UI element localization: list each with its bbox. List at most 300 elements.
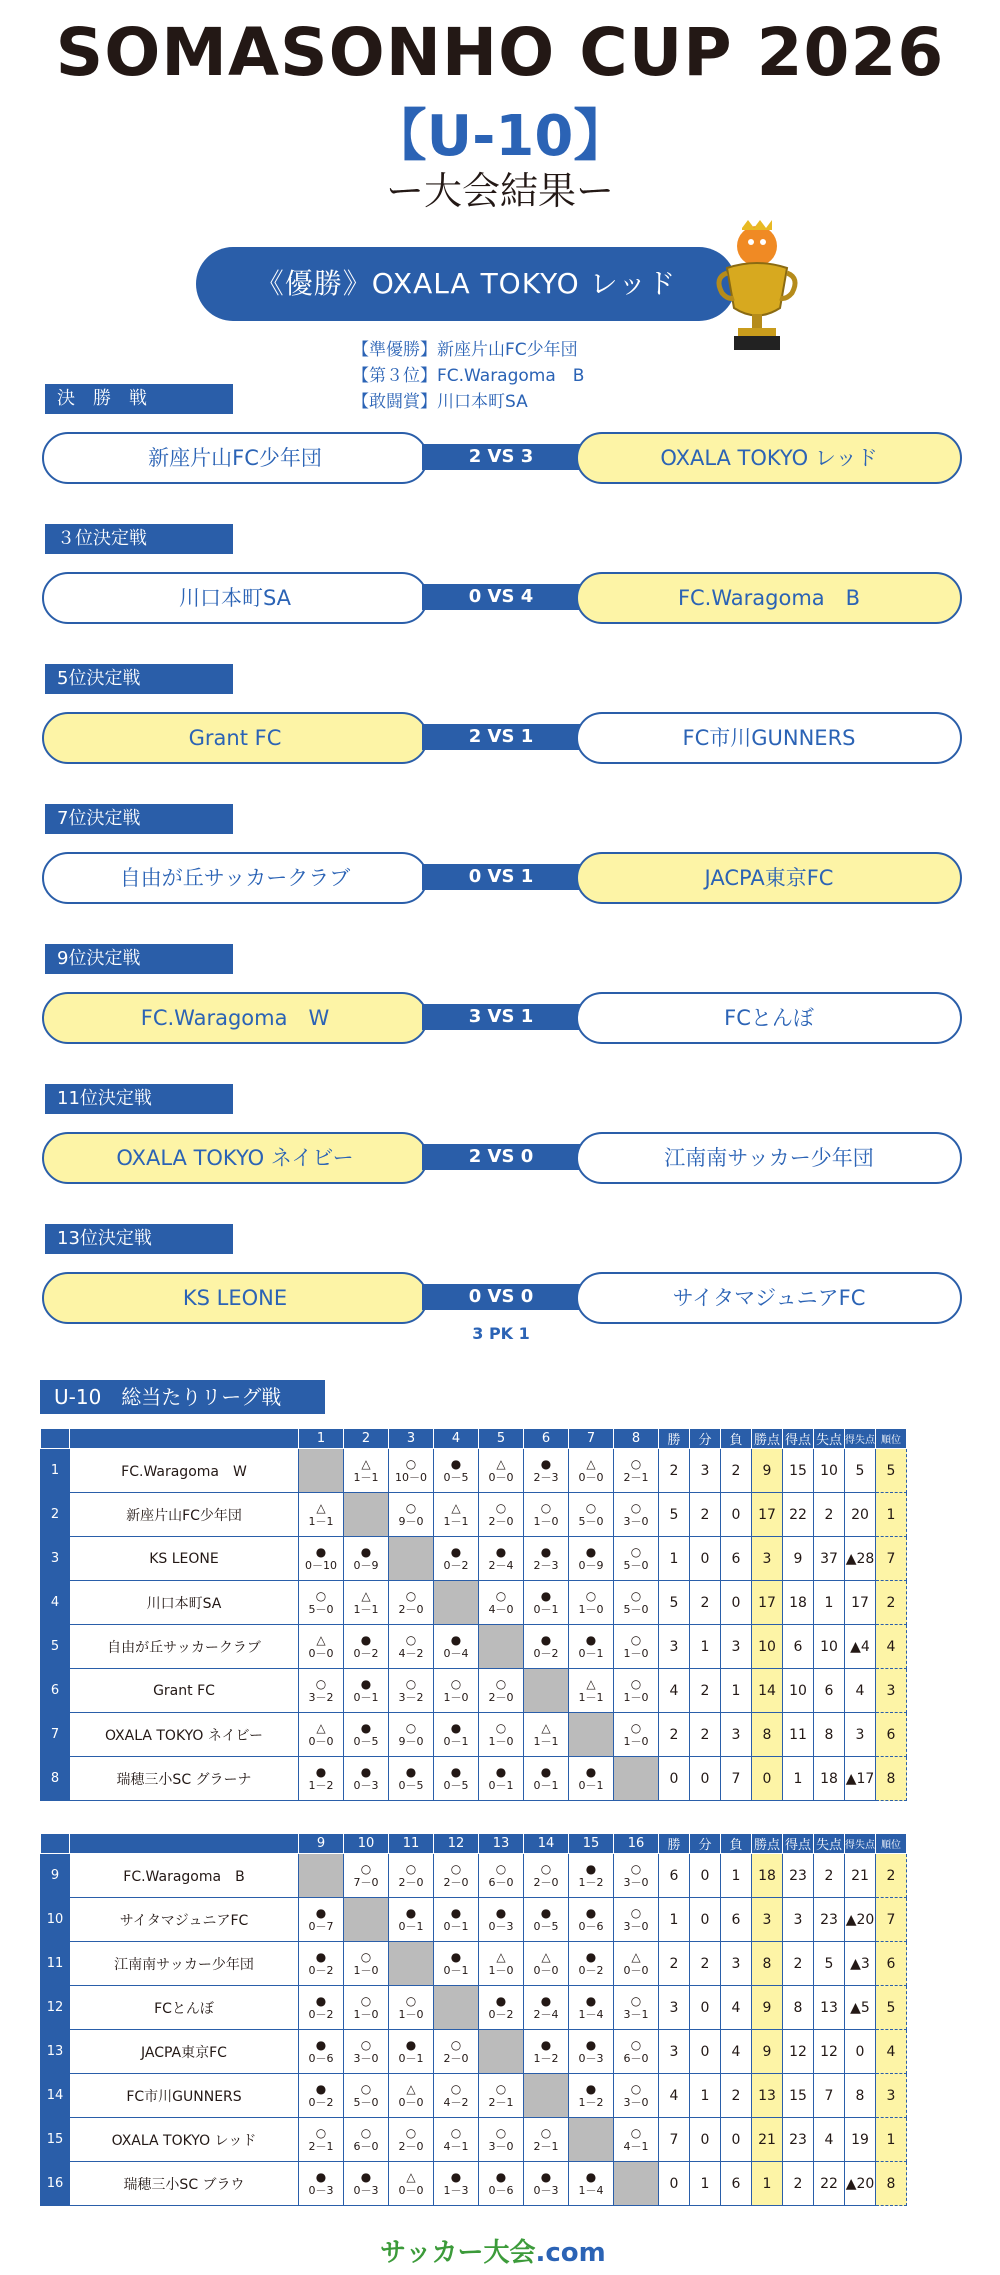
stat-cell: 12 (783, 2030, 814, 2074)
table-row (41, 1581, 907, 1625)
result-score: 0－3 (533, 2183, 559, 2197)
result-cell (614, 1898, 659, 1942)
result-mark: ● (315, 2037, 327, 2052)
result-mark: ○ (630, 1861, 642, 1876)
result-mark: ● (360, 1676, 372, 1691)
result-score: 1－0 (443, 1690, 469, 1704)
result-cell (569, 1493, 614, 1537)
result-score: 3－2 (308, 1690, 334, 1704)
stat-cell: 0 (690, 2030, 721, 2074)
self-cell (389, 1537, 434, 1581)
result-cell (299, 1625, 344, 1669)
result-cell (434, 2162, 479, 2206)
result-mark: ○ (405, 1632, 417, 1647)
result-cell (344, 1986, 389, 2030)
result-cell (344, 1449, 389, 1493)
result-score: 1－4 (578, 2183, 604, 2197)
trophy-icon (712, 218, 802, 358)
result-score: 0－1 (443, 1919, 469, 1933)
result-mark: ○ (315, 2125, 327, 2140)
result-cell (299, 1493, 344, 1537)
result-cell (569, 1757, 614, 1801)
stat-cell: 18 (783, 1581, 814, 1625)
stat-cell: 3 (721, 1713, 752, 1757)
result-mark: △ (361, 1588, 371, 1603)
result-cell (479, 2118, 524, 2162)
stat-cell: 4 (721, 2030, 752, 2074)
stat-cell: 5 (659, 1493, 690, 1537)
table-row (41, 1942, 907, 1986)
result-score: 1－0 (623, 1734, 649, 1748)
result-mark: ● (450, 1905, 462, 1920)
stat-cell: 1 (783, 1757, 814, 1801)
stat-cell: 3 (659, 2030, 690, 2074)
stat-cell: 0 (721, 1581, 752, 1625)
result-score: 2－1 (533, 2139, 559, 2153)
team-name: 川口本町SA (70, 1581, 299, 1625)
result-score: 5－0 (353, 2095, 379, 2109)
stat-cell: 0 (721, 1493, 752, 1537)
result-cell (434, 1537, 479, 1581)
result-mark: ● (540, 1993, 552, 2008)
stat-cell: ▲20 (845, 2162, 876, 2206)
result-mark: ● (495, 1544, 507, 1559)
stat-cell: 6 (721, 1898, 752, 1942)
result-cell (614, 1581, 659, 1625)
result-cell (299, 1537, 344, 1581)
result-mark: ● (360, 1720, 372, 1735)
result-cell (614, 1625, 659, 1669)
result-cell (479, 2162, 524, 2206)
team-number: 16 (41, 2162, 70, 2206)
result-score: 0－1 (533, 1602, 559, 1616)
match-label: 9位決定戦 (45, 944, 233, 974)
match-label: 決 勝 戦 (45, 384, 233, 414)
result-score: 1－1 (578, 1690, 604, 1704)
result-mark: ○ (405, 1993, 417, 2008)
result-score: 1－2 (578, 1875, 604, 1889)
result-score: 2－0 (443, 1875, 469, 1889)
result-mark: ○ (540, 1861, 552, 1876)
stat-cell: 0 (690, 1854, 721, 1898)
team-left: FC.Waragoma W (42, 992, 428, 1044)
self-cell (569, 1713, 614, 1757)
stat-cell: 1 (659, 1537, 690, 1581)
col-header: 9 (299, 1834, 344, 1854)
result-mark: ○ (315, 1676, 327, 1691)
stat-cell: 2 (721, 1449, 752, 1493)
result-score: 0－1 (353, 1690, 379, 1704)
result-score: 2－0 (398, 2139, 424, 2153)
stat-cell: 18 (814, 1757, 845, 1801)
team-number: 11 (41, 1942, 70, 1986)
table-row (41, 2074, 907, 2118)
stat-cell: 22 (814, 2162, 845, 2206)
stat-cell: 4 (659, 1669, 690, 1713)
stat-cell: 15 (783, 2074, 814, 2118)
result-cell (524, 1625, 569, 1669)
result-mark: ○ (405, 1456, 417, 1471)
stat-cell: 1 (690, 2074, 721, 2118)
stat-cell: 12 (814, 2030, 845, 2074)
result-cell (569, 1625, 614, 1669)
stat-cell: 8 (752, 1942, 783, 1986)
result-cell (299, 1713, 344, 1757)
team-number: 8 (41, 1757, 70, 1801)
result-score: 0－0 (533, 1963, 559, 1977)
team-number: 15 (41, 2118, 70, 2162)
match-score: 0 VS 0 (422, 1284, 580, 1310)
result-mark: ○ (630, 1905, 642, 1920)
result-mark: ○ (495, 1500, 507, 1515)
stat-cell: 10 (752, 1625, 783, 1669)
result-score: 0－1 (578, 1778, 604, 1792)
result-cell (434, 1898, 479, 1942)
self-cell (344, 1493, 389, 1537)
result-cell (434, 1669, 479, 1713)
result-score: 0－5 (398, 1778, 424, 1792)
result-mark: ○ (540, 1500, 552, 1515)
result-cell (524, 2030, 569, 2074)
result-cell (434, 1625, 479, 1669)
team-right: 江南南サッカー少年団 (576, 1132, 962, 1184)
result-score: 0－2 (578, 1963, 604, 1977)
result-mark: ○ (630, 1500, 642, 1515)
stat-cell: 0 (690, 1898, 721, 1942)
awards-list (352, 337, 584, 415)
result-mark: ○ (360, 1993, 372, 2008)
champion-banner: 《優勝》OXALA TOKYO レッド (196, 247, 736, 321)
stat-cell: 1 (659, 1898, 690, 1942)
stat-cell: 37 (814, 1537, 845, 1581)
team-name: 瑞穂三小SC ブラウ (70, 2162, 299, 2206)
result-score: 0－1 (488, 1778, 514, 1792)
result-score: 1－1 (353, 1470, 379, 1484)
result-mark: ● (450, 1949, 462, 1964)
team-number: 10 (41, 1898, 70, 1942)
result-score: 0－1 (533, 1778, 559, 1792)
result-score: 0－6 (308, 2051, 334, 2065)
stat-cell: 18 (752, 1854, 783, 1898)
result-score: 0－2 (353, 1646, 379, 1660)
result-score: 0－0 (398, 2183, 424, 2197)
stat-cell: 0 (690, 1537, 721, 1581)
result-mark: ● (315, 1993, 327, 2008)
stat-cell: 23 (814, 1898, 845, 1942)
match-score: 0 VS 1 (422, 864, 580, 890)
result-score: 0－3 (308, 2183, 334, 2197)
team-right: FCとんぼ (576, 992, 962, 1044)
result-score: 0－3 (353, 2183, 379, 2197)
stat-cell: 4 (876, 2030, 907, 2074)
result-mark: ● (585, 1949, 597, 1964)
result-score: 1－1 (353, 1602, 379, 1616)
match-row (42, 1132, 960, 1184)
result-mark: ● (360, 1764, 372, 1779)
team-number: 6 (41, 1669, 70, 1713)
table-header (41, 1429, 907, 1449)
col-header: 11 (389, 1834, 434, 1854)
result-cell (569, 2030, 614, 2074)
result-mark: ● (315, 1764, 327, 1779)
result-mark: ● (585, 1905, 597, 1920)
result-mark: ● (495, 1993, 507, 2008)
result-mark: ○ (405, 2125, 417, 2140)
result-mark: △ (496, 1949, 506, 1964)
stat-cell: 0 (690, 2118, 721, 2162)
team-number: 14 (41, 2074, 70, 2118)
table-row (41, 1669, 907, 1713)
team-name: OXALA TOKYO レッド (70, 2118, 299, 2162)
team-name: 新座片山FC少年団 (70, 1493, 299, 1537)
result-score: 2－0 (533, 1875, 559, 1889)
result-score: 1－2 (308, 1778, 334, 1792)
stat-cell: 9 (783, 1537, 814, 1581)
col-header: 7 (569, 1429, 614, 1449)
result-mark: ○ (540, 2125, 552, 2140)
team-number: 13 (41, 2030, 70, 2074)
result-cell (524, 1493, 569, 1537)
stat-cell: 2 (659, 1942, 690, 1986)
result-mark: ● (315, 1905, 327, 1920)
result-mark: △ (316, 1500, 326, 1515)
result-mark: △ (631, 1949, 641, 1964)
stat-header: 負 (721, 1834, 752, 1854)
team-number: 4 (41, 1581, 70, 1625)
stat-cell: 21 (752, 2118, 783, 2162)
result-score: 0－5 (353, 1734, 379, 1748)
result-score: 1－0 (488, 1734, 514, 1748)
result-cell (344, 1669, 389, 1713)
result-score: 3－0 (623, 1514, 649, 1528)
result-mark: △ (541, 1949, 551, 1964)
result-cell (389, 1757, 434, 1801)
stat-header: 負 (721, 1429, 752, 1449)
self-cell (614, 2162, 659, 2206)
team-number: 2 (41, 1493, 70, 1537)
result-cell (389, 1581, 434, 1625)
result-cell (479, 1854, 524, 1898)
result-score: 0－7 (308, 1919, 334, 1933)
stat-cell: 4 (814, 2118, 845, 2162)
table-row (41, 1713, 907, 1757)
result-mark: ○ (450, 1676, 462, 1691)
team-left: 自由が丘サッカークラブ (42, 852, 428, 904)
result-mark: ○ (405, 1861, 417, 1876)
result-score: 0－9 (578, 1558, 604, 1572)
result-score: 1－0 (398, 2007, 424, 2021)
result-score: 0－1 (443, 1963, 469, 1977)
stat-cell: 0 (721, 2118, 752, 2162)
stat-cell: 15 (783, 1449, 814, 1493)
stat-cell: 17 (752, 1581, 783, 1625)
result-score: 0－1 (398, 1919, 424, 1933)
stat-cell: 6 (721, 1537, 752, 1581)
result-score: 0－1 (398, 2051, 424, 2065)
stat-cell: 10 (814, 1625, 845, 1669)
result-mark: ○ (405, 1676, 417, 1691)
stat-cell: 1 (721, 1669, 752, 1713)
result-cell (299, 1942, 344, 1986)
team-left: 川口本町SA (42, 572, 428, 624)
result-cell (434, 1493, 479, 1537)
stat-header: 勝点 (752, 1429, 783, 1449)
stat-cell: 1 (721, 1854, 752, 1898)
team-name: JACPA東京FC (70, 2030, 299, 2074)
result-cell (389, 2030, 434, 2074)
stat-header: 勝点 (752, 1834, 783, 1854)
result-score: 5－0 (308, 1602, 334, 1616)
result-mark: △ (451, 1500, 461, 1515)
self-cell (299, 1449, 344, 1493)
team-name: OXALA TOKYO ネイビー (70, 1713, 299, 1757)
result-score: 1－3 (443, 2183, 469, 2197)
table-row (41, 1757, 907, 1801)
stat-cell: 13 (814, 1986, 845, 2030)
col-header: 10 (344, 1834, 389, 1854)
result-score: 1－0 (623, 1690, 649, 1704)
stat-cell: 6 (814, 1669, 845, 1713)
match-row (42, 992, 960, 1044)
stat-header: 勝 (659, 1429, 690, 1449)
stat-header: 得点 (783, 1834, 814, 1854)
result-mark: ○ (495, 1861, 507, 1876)
result-mark: ● (540, 2169, 552, 2184)
result-mark: ○ (630, 1588, 642, 1603)
result-cell (299, 1898, 344, 1942)
stat-cell: 4 (659, 2074, 690, 2118)
stat-cell: 17 (845, 1581, 876, 1625)
team-number: 12 (41, 1986, 70, 2030)
self-cell (434, 1581, 479, 1625)
stat-cell: ▲17 (845, 1757, 876, 1801)
stat-cell: ▲4 (845, 1625, 876, 1669)
result-cell (569, 2074, 614, 2118)
match-label: 5位決定戦 (45, 664, 233, 694)
stat-cell: 3 (690, 1449, 721, 1493)
result-mark: △ (496, 1456, 506, 1471)
table-row (41, 2162, 907, 2206)
result-cell (569, 1537, 614, 1581)
stat-cell: 2 (783, 2162, 814, 2206)
stat-cell: 2 (690, 1493, 721, 1537)
self-cell (299, 1854, 344, 1898)
result-mark: ○ (585, 1588, 597, 1603)
stat-cell: 3 (721, 1942, 752, 1986)
team-left: OXALA TOKYO ネイビー (42, 1132, 428, 1184)
result-mark: △ (361, 1456, 371, 1471)
stat-cell: 7 (659, 2118, 690, 2162)
stat-cell: 22 (783, 1493, 814, 1537)
stat-cell: 5 (876, 1986, 907, 2030)
result-score: 0－4 (443, 1646, 469, 1660)
stat-cell: 9 (752, 1986, 783, 2030)
stat-cell: 11 (783, 1713, 814, 1757)
result-mark: ○ (315, 1588, 327, 1603)
stat-cell: 3 (659, 1986, 690, 2030)
table-header (41, 1834, 907, 1854)
stat-cell: 2 (659, 1713, 690, 1757)
result-score: 0－2 (308, 1963, 334, 1977)
league-section-label: U-10 総当たりリーグ戦 (40, 1380, 325, 1414)
stat-header: 失点 (814, 1834, 845, 1854)
result-mark: ● (585, 1764, 597, 1779)
result-score: 3－0 (353, 2051, 379, 2065)
result-score: 4－0 (488, 1602, 514, 1616)
result-score: 0－0 (488, 1470, 514, 1484)
result-cell (614, 1854, 659, 1898)
result-mark: ○ (360, 1949, 372, 1964)
stat-cell: 8 (752, 1713, 783, 1757)
result-cell (434, 2030, 479, 2074)
award-third: 【第３位】FC.Waragoma B (352, 366, 585, 386)
result-mark: ● (450, 1764, 462, 1779)
self-cell (344, 1898, 389, 1942)
result-score: 1－0 (533, 1514, 559, 1528)
result-cell (479, 1669, 524, 1713)
result-cell (299, 1581, 344, 1625)
result-cell (389, 1898, 434, 1942)
match-score: 2 VS 1 (422, 724, 580, 750)
result-cell (569, 1449, 614, 1493)
col-header: 15 (569, 1834, 614, 1854)
stat-cell: 20 (845, 1493, 876, 1537)
result-score: 0－2 (308, 2095, 334, 2109)
result-score: 5－0 (623, 1602, 649, 1616)
result-score: 4－1 (443, 2139, 469, 2153)
team-name: 江南南サッカー少年団 (70, 1942, 299, 1986)
result-cell (479, 1537, 524, 1581)
result-score: 2－4 (488, 1558, 514, 1572)
result-mark: △ (541, 1720, 551, 1735)
match-score: 2 VS 3 (422, 444, 580, 470)
result-mark: ○ (360, 2125, 372, 2140)
result-cell (344, 1537, 389, 1581)
team-right: OXALA TOKYO レッド (576, 432, 962, 484)
result-mark: ○ (450, 1861, 462, 1876)
stat-header: 勝 (659, 1834, 690, 1854)
stat-cell: 1 (690, 2162, 721, 2206)
stat-cell: 2 (690, 1713, 721, 1757)
result-score: 1－1 (443, 1514, 469, 1528)
league-table-group1 (40, 1428, 907, 1801)
stat-cell: 17 (752, 1493, 783, 1537)
result-cell (569, 2162, 614, 2206)
result-cell (299, 1986, 344, 2030)
stat-cell: 3 (752, 1537, 783, 1581)
result-cell (434, 2074, 479, 2118)
result-score: 0－5 (443, 1778, 469, 1792)
result-cell (614, 1449, 659, 1493)
result-mark: ○ (360, 2037, 372, 2052)
stat-cell: 3 (783, 1898, 814, 1942)
result-score: 2－3 (533, 1470, 559, 1484)
team-number: 3 (41, 1537, 70, 1581)
result-score: 1－2 (578, 2095, 604, 2109)
stat-cell: 7 (876, 1537, 907, 1581)
result-cell (344, 1625, 389, 1669)
result-cell (299, 2030, 344, 2074)
match-score: 3 VS 1 (422, 1004, 580, 1030)
result-mark: ● (360, 1544, 372, 1559)
result-cell (434, 1942, 479, 1986)
result-cell (344, 2030, 389, 2074)
stat-cell: 2 (814, 1493, 845, 1537)
col-header: 3 (389, 1429, 434, 1449)
stat-cell: 2 (876, 1581, 907, 1625)
result-score: 3－2 (398, 1690, 424, 1704)
match-label: 7位決定戦 (45, 804, 233, 834)
